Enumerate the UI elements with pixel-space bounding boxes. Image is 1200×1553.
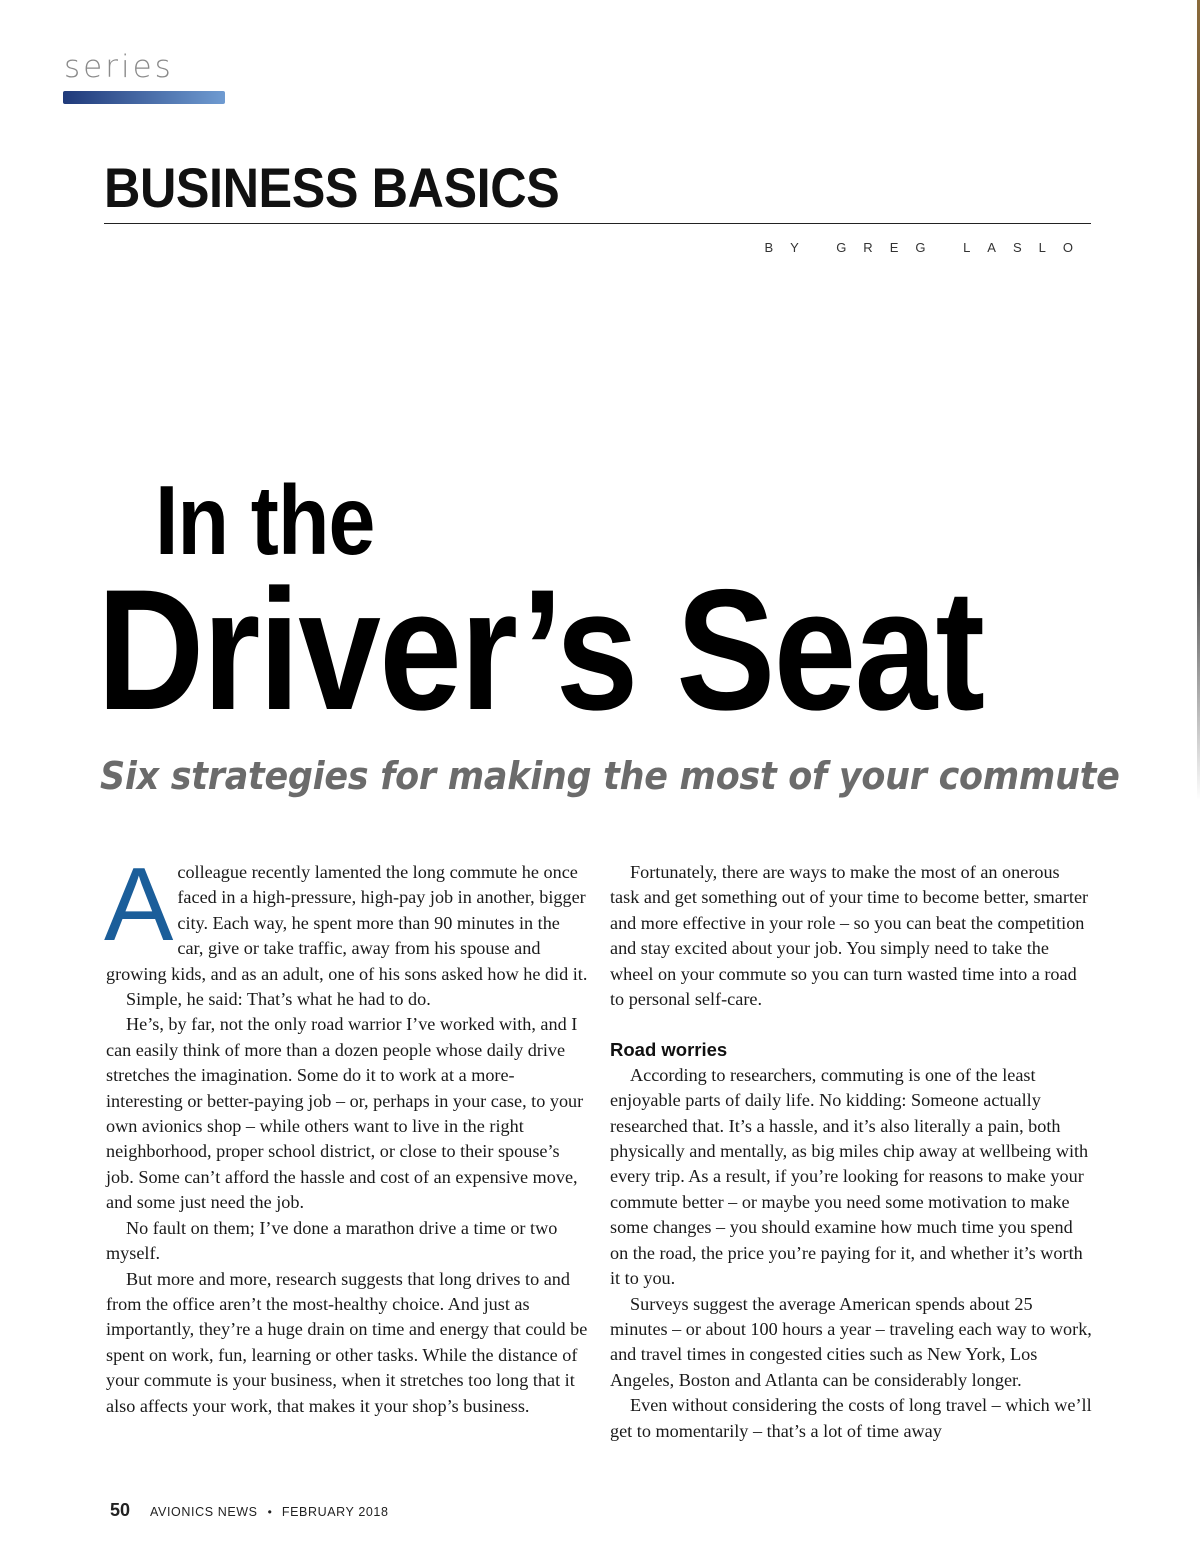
article-paragraph: According to researchers, commuting is one of the least enjoyable parts of daily life. No kidding: Someone actually researched that. It’s a hassle, and it’s also literally a pain, both physically and mentally, as big miles chip away at wellbeing with every trip. As a result, if you’re looking for reasons to make your commute better – or maybe you need some motivation to make some changes – you should examine how much time you spend on the road, the price you’re paying for it, and whether it’s worth it to you. bbox=[610, 1064, 1089, 1289]
article-paragraph: Simple, he said: That’s what he had to do. bbox=[126, 989, 431, 1010]
article-paragraph: No fault on them; I’ve done a marathon drive a time or two myself. bbox=[106, 1217, 558, 1264]
section-title: BUSINESS BASICS bbox=[104, 156, 560, 219]
publication-name: AVIONICS NEWS bbox=[150, 1505, 258, 1519]
article-column-left bbox=[104, 847, 588, 1419]
byline: BY GREG LASLO bbox=[764, 240, 1090, 255]
title-divider bbox=[104, 223, 1091, 224]
article-paragraph: Surveys suggest the average American spends about 25 minutes – or about 100 hours a year – traveling each way to work, and travel times in congested cities such as New York, Los Angeles, Boston and Atlanta can be considerably longer. bbox=[610, 1293, 1092, 1390]
paragraph-text: colleague recently lamented the long commute he once faced in a high-pressure, high-pay job in another, bigger city. Each way, he spent more than 90 minutes in the car, give or take traffic, away from his spouse and growing kids, and as an adult, one of his sons asked how he did it. bbox=[106, 862, 588, 984]
drop-cap: A bbox=[104, 847, 174, 963]
issue-date: FEBRUARY 2018 bbox=[281, 1505, 389, 1519]
series-label: series bbox=[64, 49, 174, 85]
article-subhead: Six strategies for making the most of your commute bbox=[100, 754, 1120, 798]
page-number: 50 bbox=[110, 1500, 131, 1520]
section-subheading: Road worries bbox=[610, 1039, 728, 1061]
article-paragraph: Even without considering the costs of long travel – which we’ll get to momentarily – that’s a lot of time away bbox=[610, 1395, 1092, 1441]
article-paragraph: He’s, by far, not the only road warrior I’ve worked with, and I can easily think of more than a dozen people whose daily drive stretches the imagination. Some do it to work at a more-interesting or better-paying job – or, perhaps in your case, to your own avionics shop – while others want to live in the right neighborhood, proper school district, or close to their spouse’s job. Some can’t afford the hassle and cost of an expensive move, and some just need the job. bbox=[106, 1014, 584, 1213]
article-paragraph: But more and more, research suggests that long drives to and from the office aren’t the most-healthy choice. And just as importantly, they’re a huge drain on time and energy that could be spent on work, fun, learning or other tasks. While the distance of your commute is your business, when it stretches too long that it also affects your work, that makes it your shop’s business. bbox=[106, 1268, 588, 1416]
footer-separator: • bbox=[267, 1505, 272, 1519]
article-paragraph bbox=[104, 847, 588, 987]
headline-line-2: Driver’s Seat bbox=[97, 554, 984, 746]
page-footer bbox=[110, 1500, 389, 1521]
series-accent-bar bbox=[63, 91, 225, 104]
article-paragraph: Fortunately, there are ways to make the most of an onerous task and get something out of your time to become better, smarter and more effective in your role – so you can beat the competition and stay excited about your job. You simply need to take the wheel on your commute so you can turn wasted time into a road to personal self-care. bbox=[610, 862, 1089, 1010]
headline-line-1: In the bbox=[155, 465, 375, 575]
article-column-right bbox=[610, 860, 1092, 1444]
